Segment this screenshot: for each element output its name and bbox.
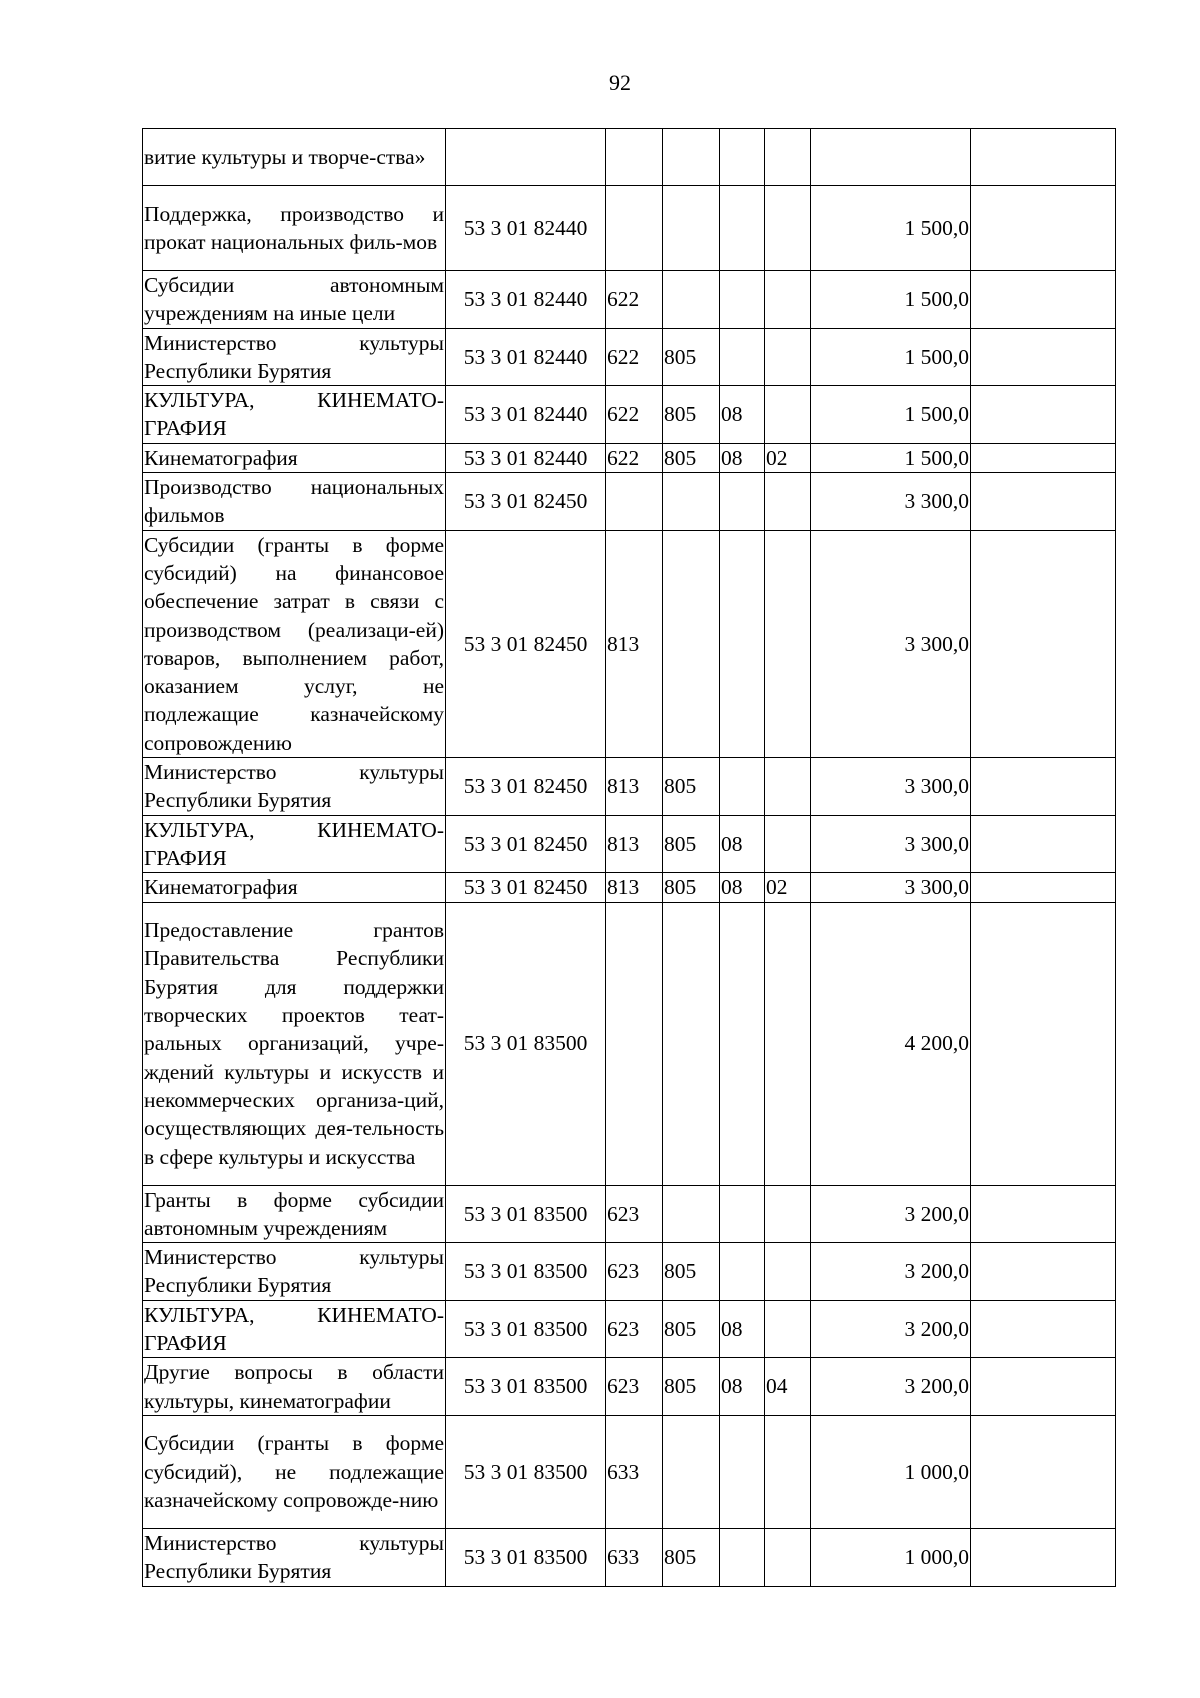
row-section — [720, 1415, 765, 1528]
row-expense-type: 622 — [606, 328, 663, 386]
row-amount: 1 500,0 — [811, 271, 971, 329]
row-expense-type: 622 — [606, 386, 663, 444]
row-administrator: 805 — [663, 1300, 720, 1358]
row-name: Министерство культуры Республики Бурятия — [143, 328, 446, 386]
budget-table — [142, 128, 1116, 1587]
row-section — [720, 1528, 765, 1586]
row-subsection: 04 — [765, 1358, 811, 1416]
table-row — [143, 1300, 1116, 1358]
row-section — [720, 902, 765, 1185]
row-extra — [971, 1358, 1116, 1416]
row-administrator: 805 — [663, 386, 720, 444]
row-extra — [971, 758, 1116, 816]
row-expense-type: 623 — [606, 1243, 663, 1301]
row-subsection — [765, 530, 811, 757]
row-extra — [971, 1185, 1116, 1243]
row-extra — [971, 1300, 1116, 1358]
row-target-article: 53 3 01 82440 — [446, 328, 606, 386]
row-target-article — [446, 129, 606, 186]
row-subsection — [765, 186, 811, 271]
table-row — [143, 873, 1116, 902]
row-expense-type: 622 — [606, 271, 663, 329]
row-administrator — [663, 530, 720, 757]
row-name: Другие вопросы в области культуры, кинематографии — [143, 1358, 446, 1416]
row-subsection — [765, 1528, 811, 1586]
row-name: Субсидии автономным учреждениям на иные цели — [143, 271, 446, 329]
row-name: Производство национальных фильмов — [143, 473, 446, 531]
row-section — [720, 473, 765, 531]
row-extra — [971, 902, 1116, 1185]
row-amount: 3 300,0 — [811, 530, 971, 757]
row-amount: 3 200,0 — [811, 1185, 971, 1243]
row-administrator — [663, 902, 720, 1185]
table-row — [143, 902, 1116, 1185]
row-target-article: 53 3 01 82440 — [446, 443, 606, 472]
row-extra — [971, 1415, 1116, 1528]
row-expense-type: 623 — [606, 1358, 663, 1416]
row-subsection — [765, 129, 811, 186]
table-row — [143, 386, 1116, 444]
row-section: 08 — [720, 443, 765, 472]
row-name: Министерство культуры Республики Бурятия — [143, 758, 446, 816]
row-name: Предоставление грантов Правительства Республики Бурятия для поддержки творческих проектов теат-ральных организаций, учре-ждений культуры и искусств и некоммерческих организа-ций, осуществляющих дея-тельность в сфере культуры и искусства — [143, 902, 446, 1185]
row-expense-type: 813 — [606, 815, 663, 873]
table-row — [143, 530, 1116, 757]
row-section — [720, 530, 765, 757]
row-expense-type: 622 — [606, 443, 663, 472]
row-section — [720, 186, 765, 271]
table-row — [143, 186, 1116, 271]
row-target-article: 53 3 01 82450 — [446, 873, 606, 902]
row-target-article: 53 3 01 83500 — [446, 1300, 606, 1358]
row-target-article: 53 3 01 82450 — [446, 758, 606, 816]
row-amount: 3 300,0 — [811, 473, 971, 531]
row-target-article: 53 3 01 82440 — [446, 186, 606, 271]
row-target-article: 53 3 01 83500 — [446, 1243, 606, 1301]
row-extra — [971, 530, 1116, 757]
row-target-article: 53 3 01 82450 — [446, 530, 606, 757]
row-amount: 3 200,0 — [811, 1300, 971, 1358]
table-row — [143, 758, 1116, 816]
table-row — [143, 1243, 1116, 1301]
table-row — [143, 1185, 1116, 1243]
row-target-article: 53 3 01 83500 — [446, 902, 606, 1185]
row-extra — [971, 271, 1116, 329]
row-extra — [971, 873, 1116, 902]
row-subsection: 02 — [765, 873, 811, 902]
table-row — [143, 1415, 1116, 1528]
row-target-article: 53 3 01 83500 — [446, 1185, 606, 1243]
row-administrator — [663, 186, 720, 271]
row-subsection — [765, 1185, 811, 1243]
row-expense-type — [606, 902, 663, 1185]
row-subsection — [765, 271, 811, 329]
table-row — [143, 271, 1116, 329]
row-administrator — [663, 1415, 720, 1528]
row-name: КУЛЬТУРА, КИНЕМАТО-ГРАФИЯ — [143, 386, 446, 444]
table-row — [143, 1528, 1116, 1586]
row-name: витие культуры и творче-ства» — [143, 129, 446, 186]
row-administrator — [663, 473, 720, 531]
table-row — [143, 815, 1116, 873]
row-name: Кинематография — [143, 873, 446, 902]
row-expense-type: 623 — [606, 1300, 663, 1358]
row-section: 08 — [720, 873, 765, 902]
row-section: 08 — [720, 1358, 765, 1416]
row-extra — [971, 1528, 1116, 1586]
row-expense-type: 813 — [606, 758, 663, 816]
row-subsection — [765, 473, 811, 531]
row-amount: 1 500,0 — [811, 186, 971, 271]
row-target-article: 53 3 01 83500 — [446, 1528, 606, 1586]
row-extra — [971, 443, 1116, 472]
row-section — [720, 1185, 765, 1243]
row-target-article: 53 3 01 83500 — [446, 1415, 606, 1528]
row-amount: 1 000,0 — [811, 1528, 971, 1586]
row-administrator: 805 — [663, 1528, 720, 1586]
row-section: 08 — [720, 386, 765, 444]
row-name: Субсидии (гранты в форме субсидий), не подлежащие казначейскому сопровожде-нию — [143, 1415, 446, 1528]
row-expense-type — [606, 186, 663, 271]
row-administrator: 805 — [663, 1243, 720, 1301]
row-subsection — [765, 902, 811, 1185]
row-administrator: 805 — [663, 815, 720, 873]
row-extra — [971, 386, 1116, 444]
row-name: КУЛЬТУРА, КИНЕМАТО-ГРАФИЯ — [143, 815, 446, 873]
row-amount: 4 200,0 — [811, 902, 971, 1185]
table-body — [143, 129, 1116, 1587]
row-subsection — [765, 1300, 811, 1358]
row-administrator: 805 — [663, 328, 720, 386]
row-amount: 1 500,0 — [811, 386, 971, 444]
row-amount: 3 300,0 — [811, 873, 971, 902]
row-administrator — [663, 271, 720, 329]
row-name: Субсидии (гранты в форме субсидий) на финансовое обеспечение затрат в связи с производством (реализаци-ей) товаров, выполнением работ, оказанием услуг, не подлежащие казначейскому сопровождению — [143, 530, 446, 757]
row-administrator: 805 — [663, 1358, 720, 1416]
table-row — [143, 1358, 1116, 1416]
row-extra — [971, 815, 1116, 873]
row-subsection — [765, 1415, 811, 1528]
row-name: Министерство культуры Республики Бурятия — [143, 1243, 446, 1301]
table-row — [143, 473, 1116, 531]
row-subsection: 02 — [765, 443, 811, 472]
row-extra — [971, 186, 1116, 271]
row-name: Министерство культуры Республики Бурятия — [143, 1528, 446, 1586]
row-section — [720, 758, 765, 816]
row-expense-type — [606, 473, 663, 531]
row-amount: 1 500,0 — [811, 328, 971, 386]
row-subsection — [765, 815, 811, 873]
row-administrator: 805 — [663, 758, 720, 816]
row-name: Поддержка, производство и прокат национальных филь-мов — [143, 186, 446, 271]
row-name: Кинематография — [143, 443, 446, 472]
page-number: 92 — [609, 70, 631, 95]
row-section: 08 — [720, 815, 765, 873]
row-subsection — [765, 328, 811, 386]
row-amount: 1 500,0 — [811, 443, 971, 472]
row-extra — [971, 129, 1116, 186]
row-name: КУЛЬТУРА, КИНЕМАТО-ГРАФИЯ — [143, 1300, 446, 1358]
table-row — [143, 129, 1116, 186]
row-name: Гранты в форме субсидии автономным учреждениям — [143, 1185, 446, 1243]
row-expense-type — [606, 129, 663, 186]
row-administrator — [663, 129, 720, 186]
row-amount: 1 000,0 — [811, 1415, 971, 1528]
row-extra — [971, 1243, 1116, 1301]
row-subsection — [765, 758, 811, 816]
row-amount: 3 200,0 — [811, 1358, 971, 1416]
row-amount: 3 300,0 — [811, 815, 971, 873]
row-section — [720, 328, 765, 386]
row-target-article: 53 3 01 83500 — [446, 1358, 606, 1416]
table-row — [143, 443, 1116, 472]
row-expense-type: 623 — [606, 1185, 663, 1243]
table-row — [143, 328, 1116, 386]
row-amount — [811, 129, 971, 186]
row-expense-type: 633 — [606, 1528, 663, 1586]
row-section — [720, 1243, 765, 1301]
row-expense-type: 813 — [606, 530, 663, 757]
row-extra — [971, 473, 1116, 531]
row-administrator: 805 — [663, 873, 720, 902]
row-section — [720, 129, 765, 186]
row-target-article: 53 3 01 82440 — [446, 386, 606, 444]
row-target-article: 53 3 01 82450 — [446, 815, 606, 873]
row-subsection — [765, 386, 811, 444]
row-expense-type: 633 — [606, 1415, 663, 1528]
row-extra — [971, 328, 1116, 386]
row-amount: 3 300,0 — [811, 758, 971, 816]
row-expense-type: 813 — [606, 873, 663, 902]
row-subsection — [765, 1243, 811, 1301]
row-administrator — [663, 1185, 720, 1243]
row-amount: 3 200,0 — [811, 1243, 971, 1301]
row-section: 08 — [720, 1300, 765, 1358]
row-target-article: 53 3 01 82450 — [446, 473, 606, 531]
row-section — [720, 271, 765, 329]
row-administrator: 805 — [663, 443, 720, 472]
row-target-article: 53 3 01 82440 — [446, 271, 606, 329]
